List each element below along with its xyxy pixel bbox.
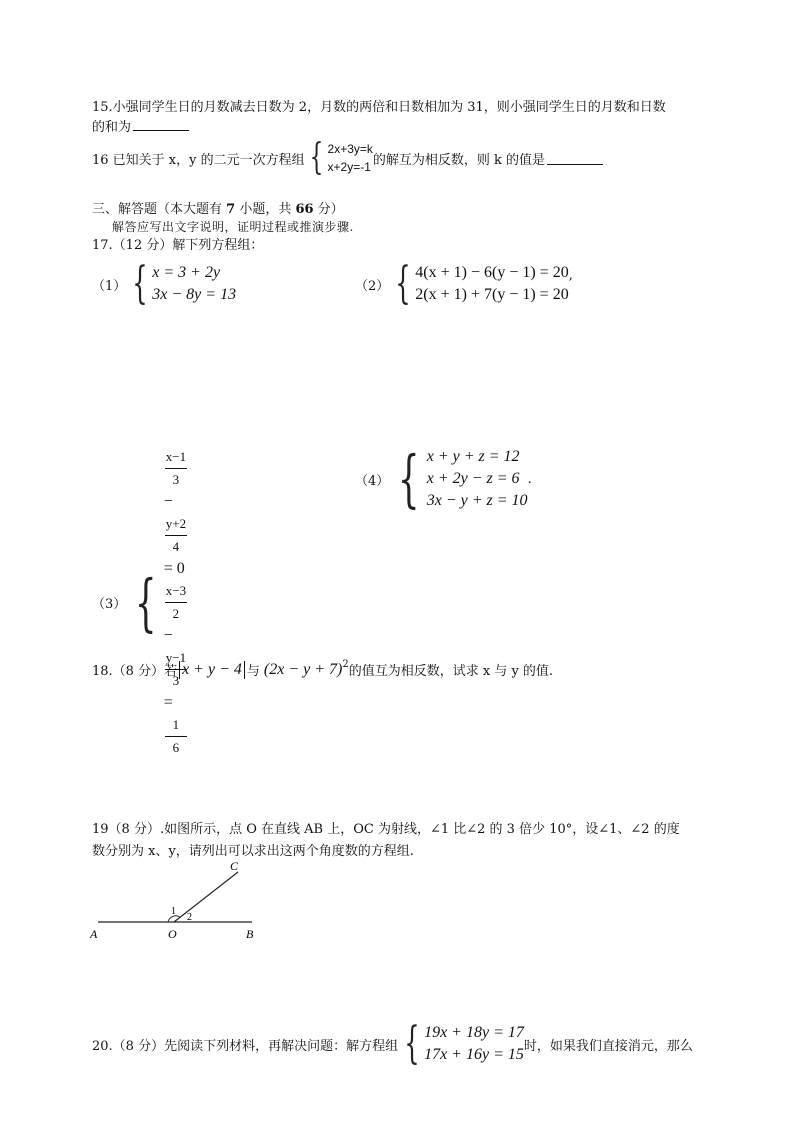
brace-icon: {	[309, 137, 323, 178]
q17-part1	[92, 258, 237, 309]
q17-part3	[92, 446, 188, 759]
brace-icon: {	[398, 442, 420, 515]
q20	[92, 1018, 693, 1069]
part-label: （4）	[355, 473, 390, 489]
q17-p2-eq2: 2(x + 1) + 7(y − 1) = 20	[415, 286, 569, 303]
q15-line2-text: 的和为	[92, 120, 132, 135]
q16-suffix: 的解互为相反数，则 k 的值是	[372, 152, 546, 168]
frac-numerator: y−1	[165, 647, 187, 670]
answer-blank	[133, 118, 189, 131]
q17-part2	[355, 258, 573, 309]
q17-p1-eq2: 3x − 8y = 13	[152, 286, 237, 303]
q17-p4-eq2: x + 2y − z = 6	[426, 470, 520, 487]
frac-numerator: x−1	[165, 446, 187, 469]
q17-p4-eq1: x + y + z = 12	[426, 448, 520, 465]
brace-icon: {	[135, 565, 157, 639]
q19-line1: 19（8 分）.如图所示，点 O 在直线 AB 上，OC 为射线，∠1 比∠2 的 3 倍少 10°，设∠1、∠2 的度	[92, 822, 680, 837]
point-a: A	[90, 927, 98, 941]
brace-icon: {	[132, 258, 148, 309]
angle-1-label: 1	[171, 906, 176, 917]
q18-abs: x + y − 4	[179, 661, 245, 679]
q18-exponent: 2	[342, 659, 349, 670]
heading-mid: 小题，共	[235, 202, 296, 217]
part-label: （1）	[92, 278, 127, 294]
q17-p3-row1	[164, 446, 188, 580]
brace-icon: {	[395, 258, 411, 309]
part-label: （3）	[92, 597, 127, 612]
q20-eq1: 19x + 18y = 17	[424, 1024, 524, 1041]
frac-denominator: 3	[172, 673, 180, 688]
brace-icon: {	[404, 1018, 420, 1069]
q17-p4-tail: .	[527, 471, 532, 487]
section-note: 解答应写出文字说明，证明过程或推演步骤.	[112, 220, 354, 234]
frac-denominator: 3	[172, 472, 180, 487]
q18-prefix: 18.（8 分）若	[92, 664, 178, 679]
frac-numerator: y+2	[165, 513, 187, 536]
point-o: O	[168, 927, 177, 941]
rhs: = 0	[163, 560, 185, 577]
q15-line2	[92, 118, 189, 138]
q18-mid: 与	[246, 664, 260, 679]
frac-denominator: 6	[172, 740, 180, 755]
heading-score: 66	[295, 202, 314, 217]
q16-eq1: 2x+3y=k	[327, 142, 373, 156]
q18-suffix: 的值互为相反数，试求 x 与 y 的值.	[348, 664, 554, 679]
point-c: C	[230, 859, 239, 873]
angle-2-label: 2	[187, 912, 192, 923]
q20-eq2: 17x + 16y = 15	[424, 1046, 524, 1063]
equals: =	[163, 694, 173, 711]
frac-numerator: 1	[165, 714, 187, 737]
q16	[92, 137, 603, 178]
q15-line1: 15.小强同学生日的月数减去日数为 2，月数的两倍和日数相加为 31，则小强同学生日的月数和日数	[92, 100, 666, 115]
ray-oc	[174, 872, 238, 922]
q17-p2-eq1: 4(x + 1) − 6(y − 1) = 20	[415, 264, 569, 281]
q17-title: 17.（12 分）解下列方程组：	[92, 238, 264, 253]
frac-denominator: 4	[172, 539, 180, 554]
q18-square: (2x − y + 7)	[263, 660, 343, 678]
heading-count: 7	[226, 202, 236, 217]
frac-numerator: x−3	[165, 580, 187, 603]
heading-pre: 三、解答题（本大题有	[92, 202, 227, 217]
q20-suffix: 时，如果我们直接消元，那么	[523, 1038, 693, 1054]
q17-p4-eq3: 3x − y + z = 10	[426, 492, 528, 509]
q20-prefix: 20.（8 分）先阅读下列材料，再解决问题：解方程组	[92, 1038, 399, 1054]
operator: −	[163, 493, 173, 510]
frac-denominator: 2	[172, 606, 180, 621]
angle-diagram	[88, 858, 268, 942]
operator: −	[163, 627, 173, 644]
q16-prefix: 16 已知关于 x，y 的二元一次方程组	[92, 152, 305, 168]
q17-part4	[355, 442, 532, 515]
point-b: B	[246, 927, 254, 941]
heading-post: 分）	[313, 202, 344, 217]
q19-line2: 数分别为 x、y，请列出可以求出这两个角度数的方程组.	[92, 844, 414, 859]
q18	[92, 660, 553, 679]
q17-p1-eq1: x = 3 + 2y	[152, 264, 221, 281]
q17-p2-tail: ,	[568, 267, 573, 283]
answer-blank	[547, 152, 603, 165]
q16-system	[305, 137, 373, 178]
q16-eq2: x+2y=-1	[327, 160, 371, 174]
part-label: （2）	[355, 278, 390, 294]
